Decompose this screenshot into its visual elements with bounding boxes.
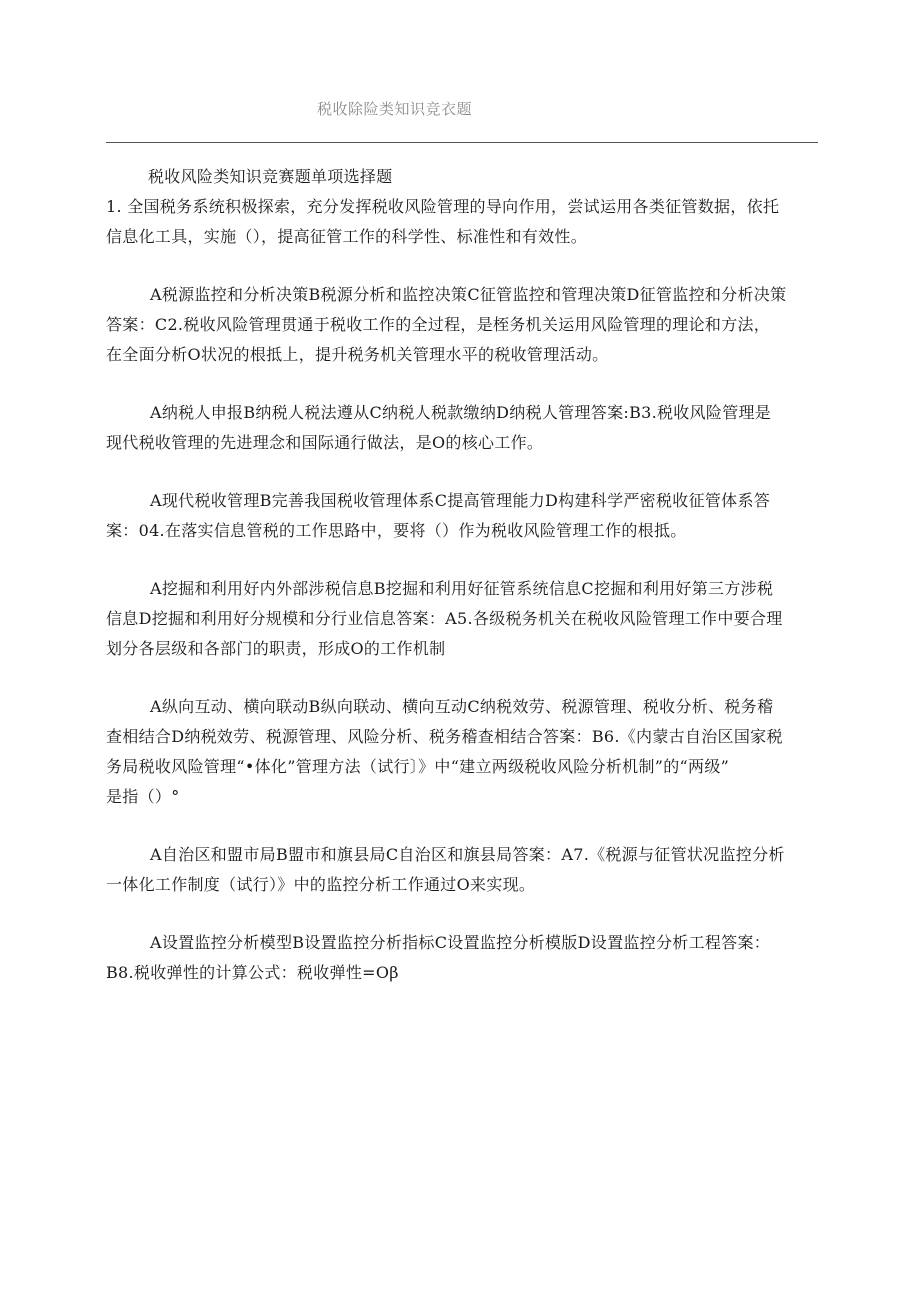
paragraph-line: 一体化工作制度（试行）》中的监控分析工作通过O来实现。 [106,875,536,894]
paragraph-line: 划分各层级和各部门的职责，形成O的工作机制 [106,639,446,658]
paragraph-line: 信息化工具，实施（），提高征管工作的科学性、标准性和有效性。 [106,227,588,246]
paragraph-line: 在全面分析O状况的根抵上，提升税务机关管理水平的税收管理活动。 [106,345,609,364]
paragraph-line: A设置监控分析模型B设置监控分析指标C设置监控分析模版D设置监控分析工程答案： [150,933,771,952]
paragraph-line: A税源监控和分析决策B税源分析和监控决策C征管监控和管理决策D征管监控和分析决策 [150,285,787,304]
paragraph-line: A挖掘和利用好内外部涉税信息B挖掘和利用好征管系统信息C挖掘和利用好第三方涉税 [150,579,774,598]
paragraph-line: 案：04.在落实信息管税的工作思路中，要将（）作为税收风险管理工作的根抵。 [106,521,687,540]
question-paragraph-7 [106,840,818,900]
paragraph-line: 现代税收管理的先进理念和国际通行做法，是O的核心工作。 [106,433,544,452]
question-paragraph-6 [106,692,818,812]
question-paragraph-1 [106,192,818,252]
header-divider [106,142,818,143]
question-paragraph-8 [106,928,818,988]
paragraph-line: B8.税收弹性的计算公式：税收弹性=Oβ [106,963,399,982]
paragraph-line: A纳税人申报B纳税人税法遵从C纳税人税款缴纳D纳税人管理答案:B3.税收风险管理是 [150,403,772,422]
paragraph-line: 查相结合D纳税效劳、税源管理、风险分析、税务稽查相结合答案：B6.《内蒙古自治区国家税 [106,727,783,746]
document-body [106,162,818,988]
paragraph-line: 信息D挖掘和利用好分规模和分行业信息答案：A5.各级税务机关在税收风险管理工作中要合理 [106,609,783,628]
question-paragraph-4 [106,486,818,546]
section-title: 税收风险类知识竞赛题单项选择题 [148,167,393,186]
question-paragraph-5 [106,574,818,664]
page-header-title: 税收除险类知识竞衣题 [317,100,473,118]
paragraph-line: 务局税收风险管理“•体化”管理方法（试行〕》中“建立两级税收风险分析机制”的“两级” [106,757,730,776]
paragraph-line: A自治区和盟市局B盟市和旗县局C自治区和旗县局答案：A7.《税源与征管状况监控分析 [150,845,785,864]
question-paragraph-3 [106,398,818,458]
paragraph-line: A纵向互动、横向联动B纵向联动、横向互动C纳税效劳、税源管理、税收分析、税务稽 [150,697,774,716]
paragraph-line: A现代税收管理B完善我国税收管理体系C提高管理能力D构建科学严密税收征管体系答 [150,491,771,510]
question-paragraph-2 [106,280,818,370]
paragraph-line: 答案：C2.税收风险管理贯通于税收工作的全过程，是桎务机关运用风险管理的理论和方法， [106,315,771,334]
paragraph-line: 1. 全国税务系统积极探索，充分发挥税收风险管理的导向作用，尝试运用各类征管数据，依托 [106,197,780,216]
paragraph-line: 是指（）° [106,787,180,806]
